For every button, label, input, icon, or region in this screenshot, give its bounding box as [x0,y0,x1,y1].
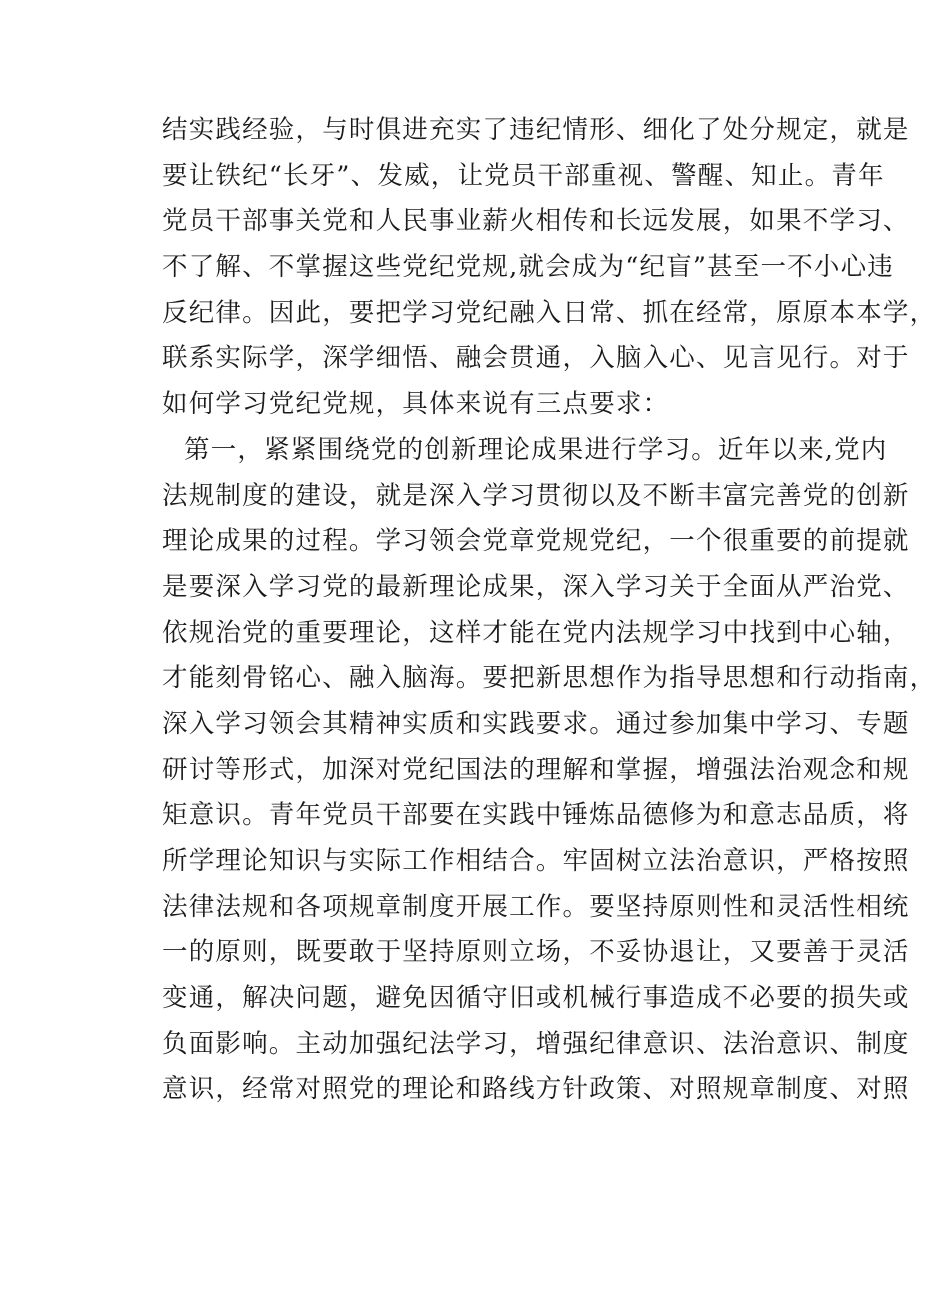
text-line: 才能刻骨铭心、融入脑海。要把新思想作为指导思想和行动指南， [162,663,936,694]
text-line: 意识，经常对照党的理论和路线方针政策、对照规章制度、对照 [162,1074,910,1105]
text-line: 变通，解决问题，避免因循守旧或机械行事造成不必要的损失或 [162,983,910,1014]
text-line: 是要深入学习党的最新理论成果，深入学习关于全面从严治党、 [162,571,910,602]
text-line: 如何学习党纪党规，具体来说有三点要求： [162,389,670,420]
text-line: 反纪律。因此，要把学习党纪融入日常、抓在经常，原原本本学， [162,297,936,328]
text-line: 联系实际学，深学细悟、融会贯通，入脑入心、见言见行。对于 [162,343,910,374]
text-line: 法规制度的建设，就是深入学习贯彻以及不断丰富完善党的创新 [162,480,910,511]
text-line: 所学理论知识与实际工作相结合。牢固树立法治意识，严格按照 [162,846,910,876]
text-line: 党员干部事关党和人民事业薪火相传和长远发展，如果不学习、 [162,206,910,237]
text-line: 法律法规和各项规章制度开展工作。要坚持原则性和灵活性相统 [162,891,910,922]
text-line: 要让铁纪“长牙”、发威，让党员干部重视、警醒、知止。青年 [162,160,885,191]
paragraph-start-line: 第一，紧紧围绕党的创新理论成果进行学习。近年以来,党内 [184,434,888,465]
text-line: 结实践经验，与时俱进充实了违纪情形、细化了处分规定，就是 [162,115,910,145]
text-line: 深入学习领会其精神实质和实践要求。通过参加集中学习、专题 [162,708,910,739]
text-line: 不了解、不掌握这些党纪党规,就会成为“纪盲”甚至一不小心违 [162,252,894,283]
text-line: 理论成果的过程。学习领会党章党规党纪，一个很重要的前提就 [162,526,910,557]
text-line: 负面影响。主动加强纪法学习，增强纪律意识、法治意识、制度 [162,1028,910,1059]
text-line: 研讨等形式，加深对党纪国法的理解和掌握，增强法治观念和规 [162,754,910,785]
text-line: 依规治党的重要理论，这样才能在党内法规学习中找到中心轴， [162,617,910,648]
body-text [162,108,936,1113]
text-line: 矩意识。青年党员干部要在实践中锤炼品德修为和意志品质，将 [162,800,910,831]
text-line: 一的原则，既要敢于坚持原则立场，不妥协退让，又要善于灵活 [162,937,910,968]
